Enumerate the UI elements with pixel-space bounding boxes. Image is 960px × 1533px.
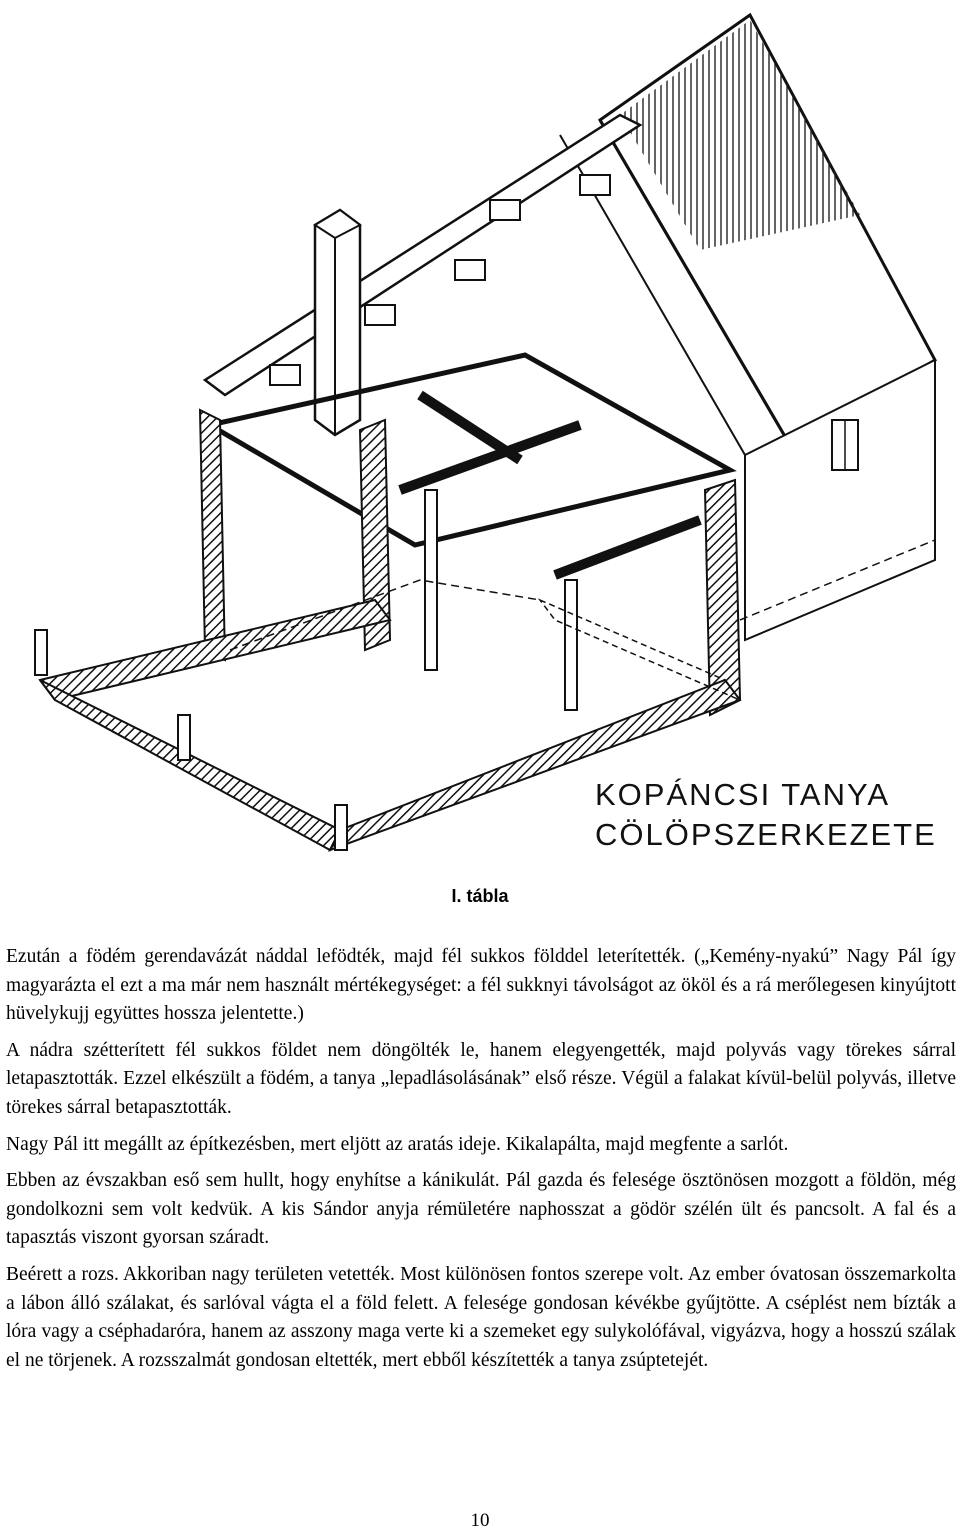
- paragraph: Beérett a rozs. Akkoriban nagy területen vetették. Most különösen fontos szerepe volt. Az ember óvatosan összemarkolta a lábon álló szálakat, és sarlóval vágta el a föld felett. A felesége gondosan kévékbe gyűjtötte. A cséplést nem bízták a lóra vagy a cséphadaróra, hanem az asszony maga verte ki a szemeket egy sulykolófával, vigyázva, hogy a hosszú szálak el ne törjenek. A rozsszalmát gondosan eltették, mert ebből készítették a tanya zsúptetejét.: [6, 1263, 956, 1371]
- paragraph: Ezután a födém gerendavázát náddal lefödték, majd fél sukkos földdel leterítették. („Kemény-nyakú” Nagy Pál így magyarázta el ezt a ma már nem használt mértékegységet: a fél sukknyi távolságot az ököl és a rá merőlegesen kinyújtott hüvelykujj együttes hossza jelentette.): [6, 946, 956, 1025]
- top-beam: [205, 115, 640, 395]
- paragraph: Ebben az évszakban eső sem hullt, hogy enyhítse a kánikulát. Pál gazda és felesége ösztönösen mozgott a földön, még gondolkozni sem volt kedvük. A kis Sándor anyja rémületére naphosszat a gödör szélén ült és pancsolt. A fal és a tapasztás viszont gyorsan száradt.: [6, 1170, 956, 1249]
- ceiling-frame: [210, 355, 730, 575]
- figure-label-line1: KOPÁNCSI TANYA: [595, 777, 891, 812]
- figure-label-line2: CÖLÖPSZERKEZETE: [595, 817, 937, 852]
- paragraph: A nádra szétterített fél sukkos földet nem döngölték le, hanem elegyengették, majd polyvás vagy törekes sárral letapasztották. Ezzel elkészült a födém, a tanya „lepadlásolásának” első része. Végül a falakat kívül-belül polyvás, illetve törekes sárral betapasztották.: [6, 1039, 956, 1118]
- wall-posts: [200, 410, 740, 715]
- page-number: 10: [470, 1510, 490, 1531]
- paragraph: Nagy Pál itt megállt az építkezésben, mert eljött az aratás ideje. Kikalapálta, majd megfente a sarlót.: [6, 1133, 789, 1155]
- figure-caption: I. tábla: [451, 886, 509, 906]
- body-text: [6, 943, 956, 1383]
